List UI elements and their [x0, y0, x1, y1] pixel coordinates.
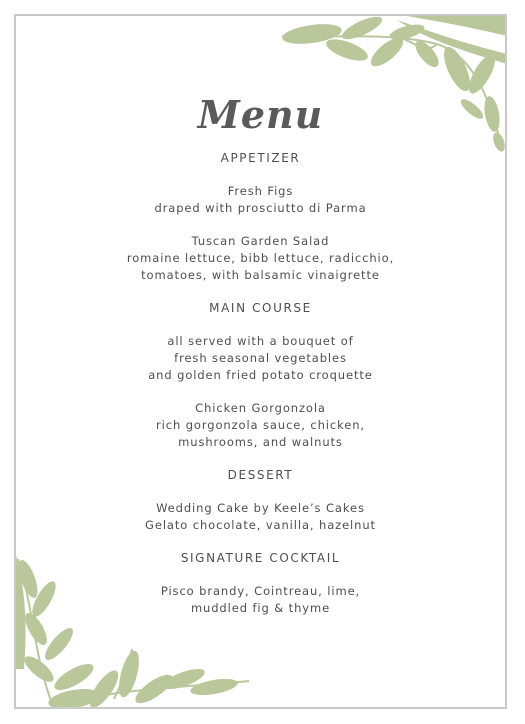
- item-line: all served with a bouquet of: [167, 334, 354, 348]
- item-line: mushrooms, and walnuts: [178, 435, 343, 449]
- item-line: Tuscan Garden Salad: [191, 234, 330, 248]
- menu-title: Menu: [197, 92, 324, 137]
- menu-item: [16, 583, 505, 617]
- menu-item: [16, 183, 505, 217]
- item-line: rich gorgonzola sauce, chicken,: [156, 418, 365, 432]
- item-line: and golden fried potato croquette: [148, 368, 373, 382]
- item-line: Wedding Cake by Keele’s Cakes: [156, 501, 365, 515]
- item-line: fresh seasonal vegetables: [174, 351, 347, 365]
- item-line: tomatoes, with balsamic vinaigrette: [141, 268, 380, 282]
- item-line: Chicken Gorgonzola: [195, 401, 326, 415]
- section-heading-signature-cocktail: SIGNATURE COCKTAIL: [180, 551, 341, 565]
- item-line: Gelato chocolate, vanilla, hazelnut: [145, 518, 376, 532]
- item-line: Pisco brandy, Cointreau, lime,: [160, 584, 361, 598]
- menu-card: [14, 14, 507, 709]
- menu-content: [16, 90, 505, 617]
- section-heading-dessert: DESSERT: [227, 468, 294, 482]
- item-line: muddled fig & thyme: [190, 601, 331, 615]
- section-heading-main-course: MAIN COURSE: [209, 301, 312, 315]
- item-line: romaine lettuce, bibb lettuce, radicchio,: [126, 251, 395, 265]
- menu-item: [16, 400, 505, 451]
- menu-item: [16, 500, 505, 534]
- menu-item: [16, 333, 505, 384]
- menu-item: [16, 233, 505, 284]
- item-line: draped with prosciutto di Parma: [154, 201, 367, 215]
- item-line: Fresh Figs: [227, 184, 294, 198]
- section-heading-appetizer: APPETIZER: [220, 151, 301, 165]
